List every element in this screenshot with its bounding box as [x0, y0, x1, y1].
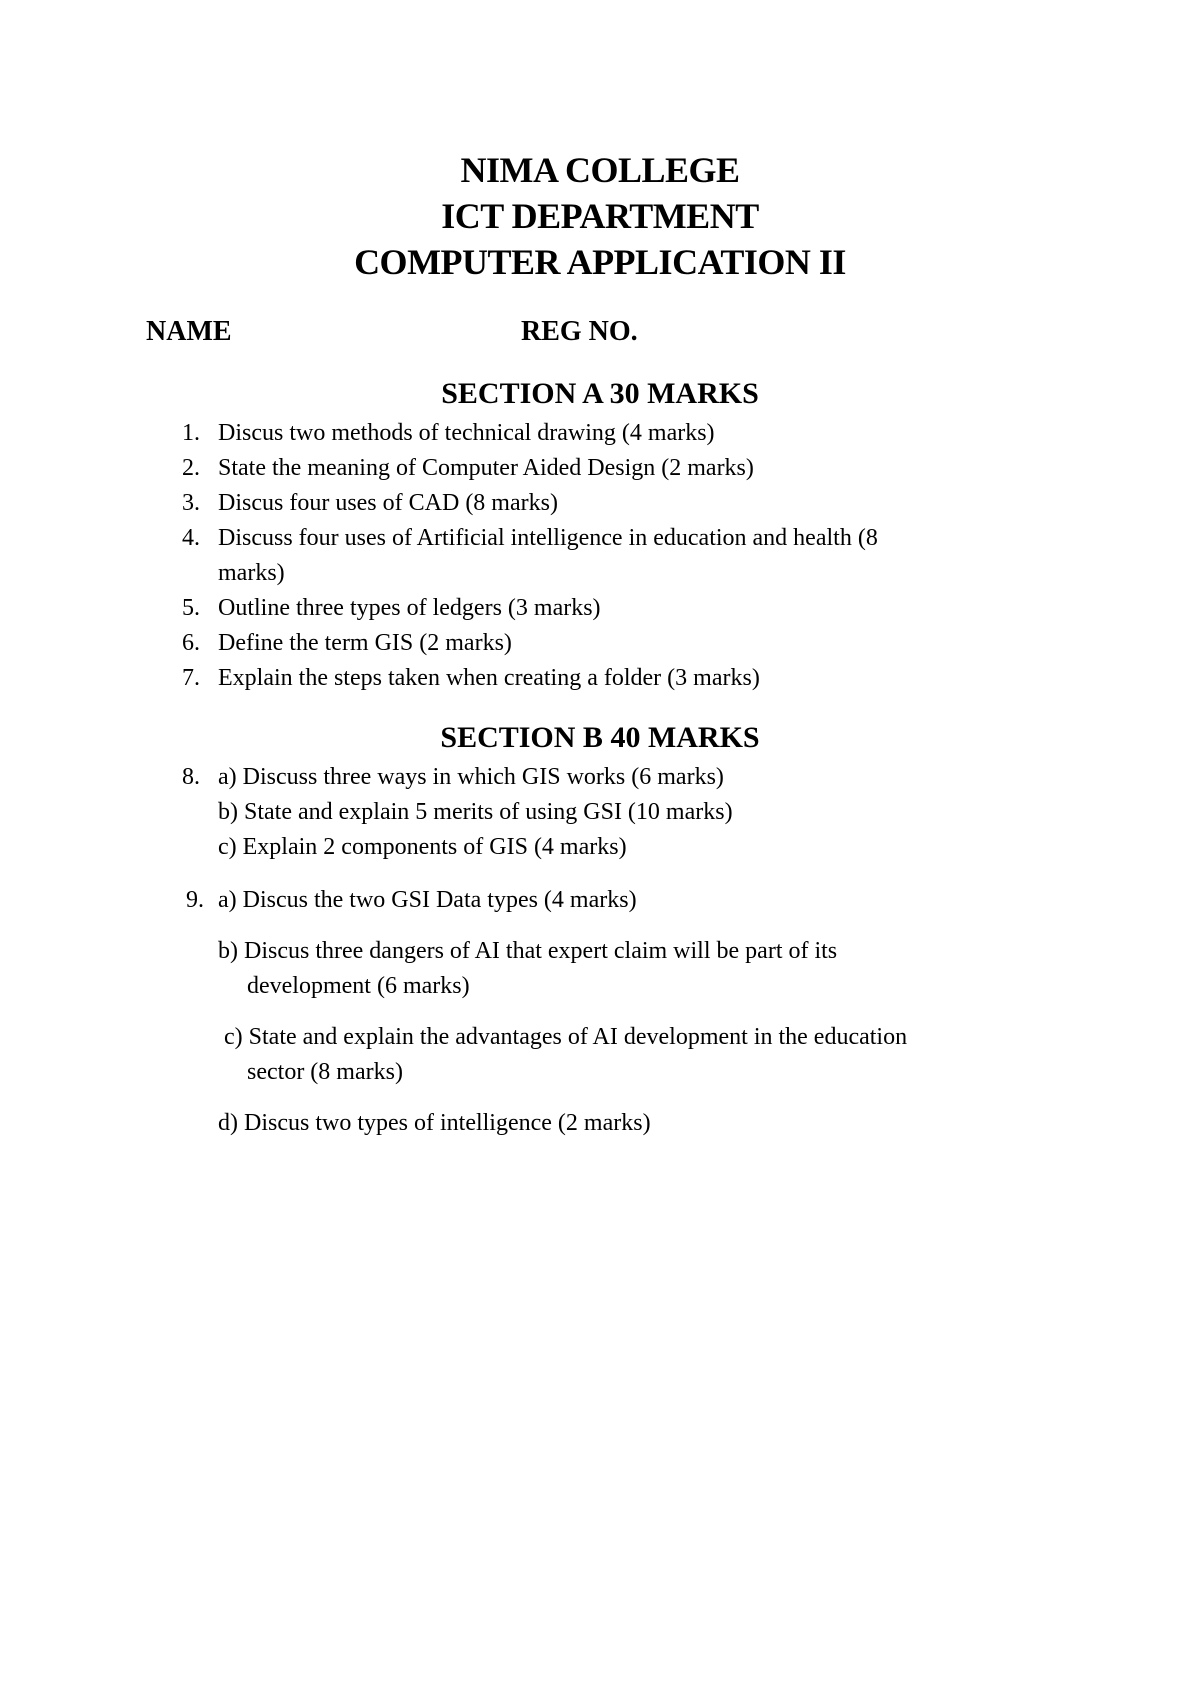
question-text: Explain the steps taken when creating a folder (3 marks)	[218, 665, 760, 691]
question-part-c-continued: sector (8 marks)	[247, 1059, 403, 1085]
question-text: Discus two methods of technical drawing (4 marks)	[218, 420, 715, 446]
section-a-title: SECTION A 30 MARKS	[441, 377, 759, 410]
question-text: Discuss four uses of Artificial intelligence in education and health (8	[218, 525, 878, 551]
course-title: COMPUTER APPLICATION II	[354, 242, 846, 282]
question-part-b: b) State and explain 5 merits of using GSI (10 marks)	[218, 799, 733, 825]
question-number: 6.	[182, 630, 200, 656]
question-text-continued: marks)	[218, 560, 285, 586]
question-text: State the meaning of Computer Aided Design (2 marks)	[218, 455, 754, 481]
department-name: ICT DEPARTMENT	[441, 196, 759, 236]
question-number: 5.	[182, 595, 200, 621]
reg-no-label: REG NO.	[521, 316, 638, 347]
question-text: Outline three types of ledgers (3 marks)	[218, 595, 601, 621]
question-part-c: c) Explain 2 components of GIS (4 marks)	[218, 834, 627, 860]
question-text: Discus four uses of CAD (8 marks)	[218, 490, 558, 516]
question-part-c: c) State and explain the advantages of AI development in the education	[224, 1024, 908, 1050]
question-number: 3.	[182, 490, 200, 516]
question-part-a: a) Discuss three ways in which GIS works (6 marks)	[218, 764, 724, 790]
question-number: 7.	[182, 665, 200, 691]
question-part-d: d) Discus two types of intelligence (2 marks)	[218, 1110, 651, 1136]
question-number: 2.	[182, 455, 200, 481]
question-part-a: a) Discus the two GSI Data types (4 marks)	[218, 887, 637, 913]
question-number: 8.	[182, 764, 200, 790]
question-number: 9.	[186, 887, 204, 913]
name-label: NAME	[146, 316, 232, 347]
section-b-title: SECTION B 40 MARKS	[440, 721, 760, 754]
college-name: NIMA COLLEGE	[460, 150, 740, 190]
question-text: Define the term GIS (2 marks)	[218, 630, 512, 656]
question-number: 1.	[182, 420, 200, 446]
question-number: 4.	[182, 525, 200, 551]
question-part-b: b) Discus three dangers of AI that expert claim will be part of its	[218, 938, 838, 964]
question-part-b-continued: development (6 marks)	[247, 973, 470, 999]
